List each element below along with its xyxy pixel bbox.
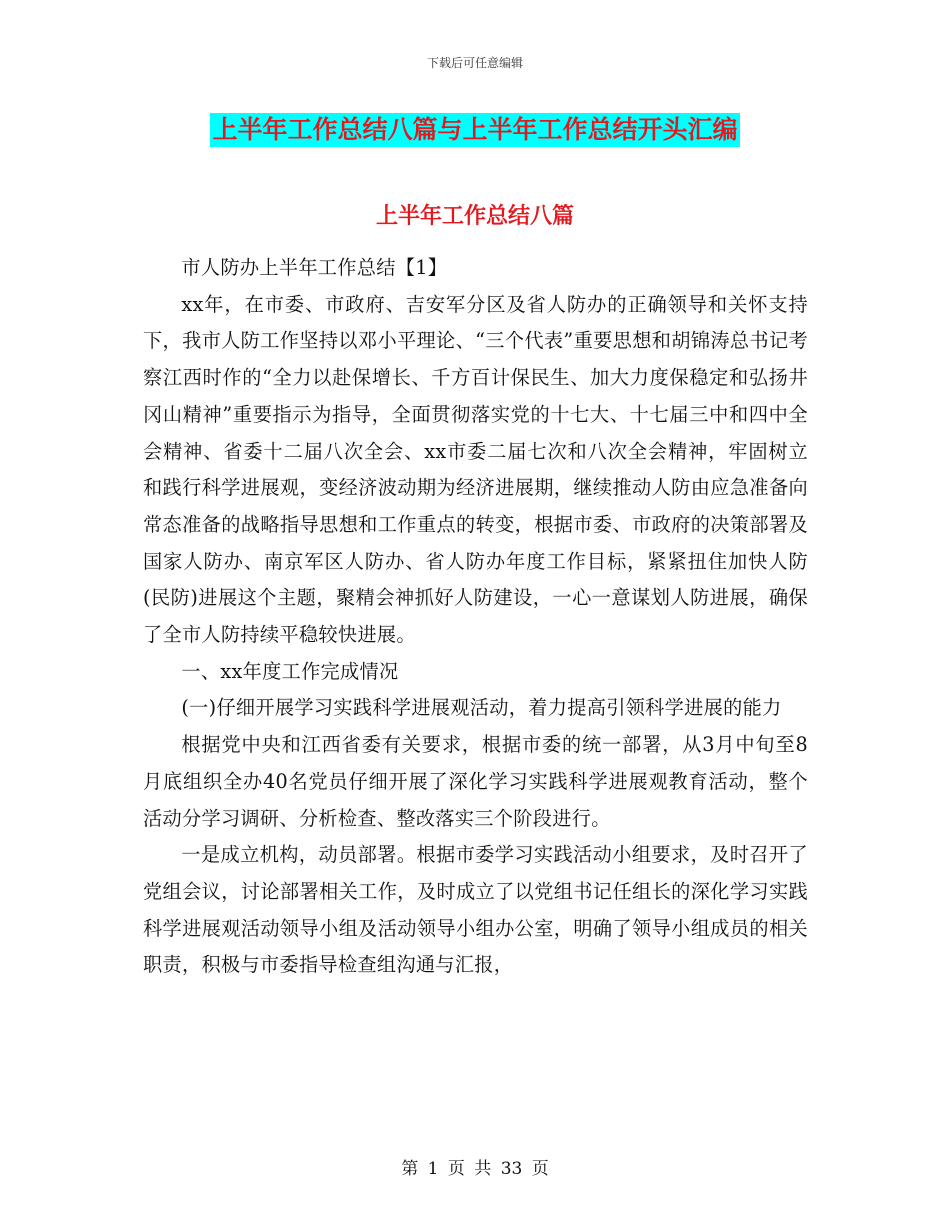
- section-title: 上半年工作总结八篇: [375, 204, 574, 229]
- page-footer: 第 1 页 共 33 页: [401, 1159, 549, 1179]
- document-body: [143, 250, 808, 984]
- paragraph: 一是成立机构，动员部署。根据市委学习实践活动小组要求，及时召开了党组会议，讨论部署相关工作，及时成立了以党组书记任组长的深化学习实践科学进展观活动领导小组及活动领导小组办公室，明确了领导小组成员的相关职责，积极与市委指导检查组沟通与汇报，: [143, 843, 808, 977]
- paragraph: xx年，在市委、市政府、吉安军分区及省人防办的正确领导和关怀支持下，我市人防工作坚持以邓小平理论、“三个代表”重要思想和胡锦涛总书记考察江西时作的“全力以赴保增长、千方百计保民生、加大力度保稳定和弘扬井冈山精神”重要指示为指导，全面贯彻落实党的十七大、十七届三中和四中全会精神、省委十二届八次全会、xx市委二届七次和八次全会精神，牢固树立和践行科学进展观，变经济波动期为经济进展期，继续推动人防由应急准备向常态准备的战略指导思想和工作重点的转变，根据市委、市政府的决策部署及国家人防办、南京军区人防办、省人防办年度工作目标，紧紧扭住加快人防(民防)进展这个主题，聚精会神抓好人防建设，一心一意谋划人防进展，确保了全市人防持续平稳较快进展。: [143, 292, 808, 647]
- paragraph-subtitle: 市人防办上半年工作总结【1】: [181, 256, 448, 279]
- document-title-container: [0, 113, 950, 147]
- paragraph-heading: 一、xx年度工作完成情况: [181, 659, 399, 683]
- paragraph-subheading: (一)仔细开展学习实践科学进展观活动，着力提高引领科学进展的能力: [181, 696, 782, 720]
- page-header-note: 下载后可任意编辑: [426, 56, 523, 70]
- paragraph: 根据党中央和江西省委有关要求，根据市委的统一部署，从3月中旬至8月底组织全办40名党员仔细开展了深化学习实践科学进展观教育活动，整个活动分学习调研、分析检查、整改落实三个阶段进行。: [143, 733, 808, 830]
- document-title: 上半年工作总结八篇与上半年工作总结开头汇编: [210, 113, 739, 147]
